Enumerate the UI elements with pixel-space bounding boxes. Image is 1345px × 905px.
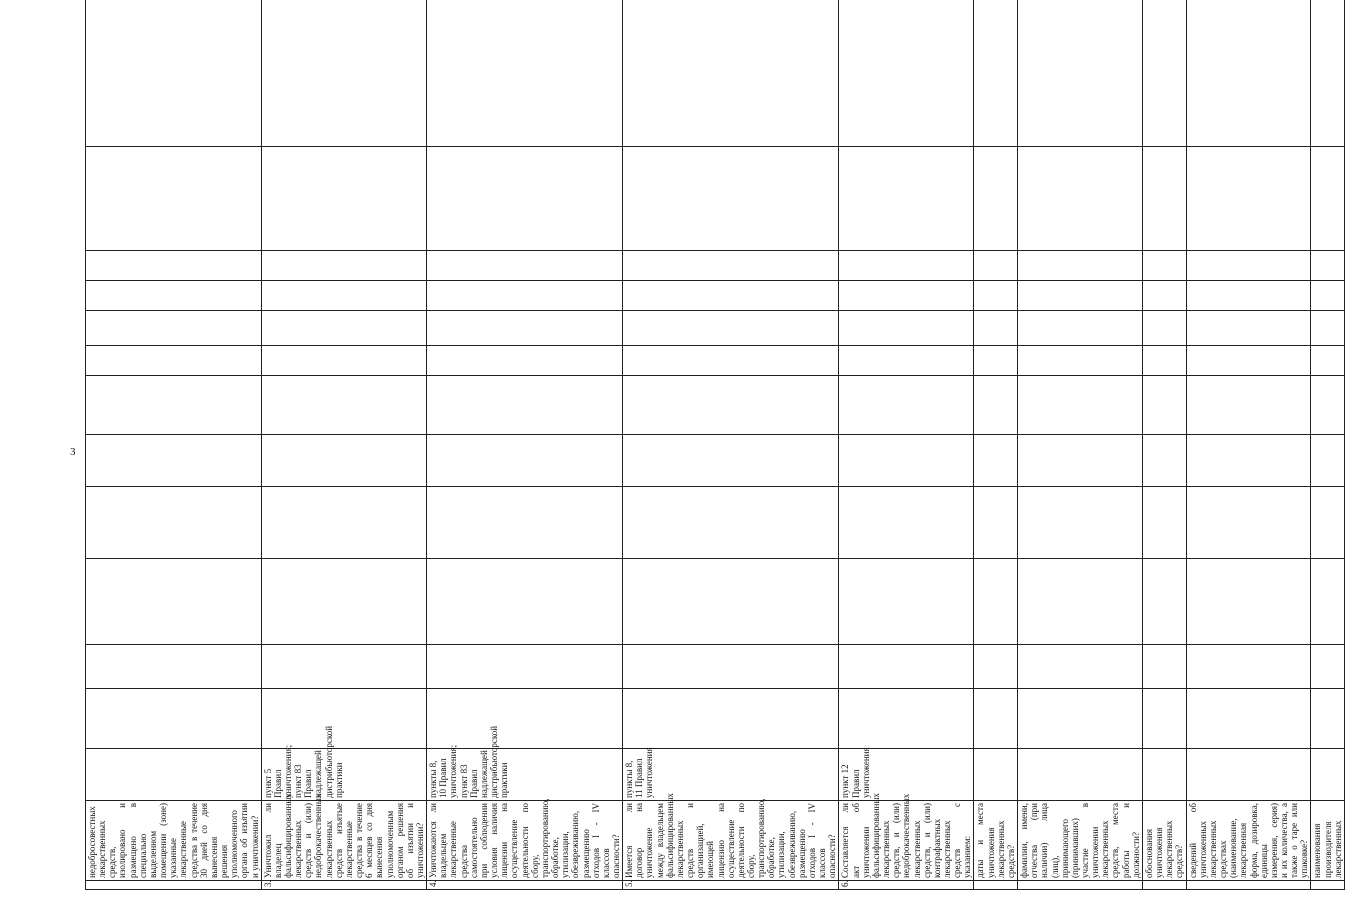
- row-reference: пункт 5 Правил уничтожения; пункт 83 Правил надлежащей дистрибьюторской практики: [261, 749, 427, 801]
- answer-cell: [1186, 645, 1311, 689]
- answer-cell: [1142, 147, 1186, 251]
- answer-cell: [839, 645, 974, 689]
- answer-cell: [974, 0, 1018, 147]
- answer-cell: [1311, 251, 1344, 281]
- answer-cell: [427, 0, 623, 147]
- answer-cell: [623, 487, 839, 559]
- answer-cell: [1018, 251, 1143, 281]
- row-number: [974, 881, 1018, 890]
- answer-cell: [623, 251, 839, 281]
- answer-cell: [427, 251, 623, 281]
- answer-cell: [86, 0, 262, 147]
- answer-cell: [261, 559, 427, 645]
- table-row: [427, 0, 623, 890]
- answer-cell: [974, 281, 1018, 311]
- answer-cell: [1186, 147, 1311, 251]
- answer-cell: [1311, 346, 1344, 376]
- answer-cell: [974, 147, 1018, 251]
- answer-cell: [1311, 689, 1344, 749]
- answer-cell: [1142, 346, 1186, 376]
- row-question: фамилии, имени, отчества (при наличии) лица (лиц), принимающего (принимавших) участие в уничтожении лекарственных средств, места работы и должности?: [1018, 801, 1143, 881]
- table-row: [1186, 0, 1311, 890]
- row-number: 6.: [839, 881, 974, 890]
- row-number: 3.: [261, 881, 427, 890]
- table-row: [86, 0, 262, 890]
- answer-cell: [839, 251, 974, 281]
- answer-cell: [86, 147, 262, 251]
- row-reference: пункты 8, 10 Правил уничтожения; пункт 83 Правил надлежащей дистрибьюторской практики: [427, 749, 623, 801]
- answer-cell: [1018, 645, 1143, 689]
- answer-cell: [427, 346, 623, 376]
- answer-cell: [86, 346, 262, 376]
- answer-cell: [261, 689, 427, 749]
- answer-cell: [623, 0, 839, 147]
- answer-cell: [1142, 311, 1186, 346]
- answer-cell: [261, 0, 427, 147]
- answer-cell: [1018, 689, 1143, 749]
- row-reference: [974, 749, 1018, 801]
- answer-cell: [974, 251, 1018, 281]
- answer-cell: [1186, 487, 1311, 559]
- table-row: [839, 0, 974, 890]
- answer-cell: [1186, 376, 1311, 435]
- answer-cell: [974, 689, 1018, 749]
- checklist-table: [85, 0, 1345, 890]
- answer-cell: [974, 311, 1018, 346]
- row-number: [1018, 881, 1143, 890]
- row-reference: пункт 12 Правил уничтожения: [839, 749, 974, 801]
- answer-cell: [1311, 0, 1344, 147]
- row-reference: [1018, 749, 1143, 801]
- answer-cell: [1018, 311, 1143, 346]
- row-question: недобросовестных лекарственных средств, изолировано и размещено в специально выделенном помещении (зоне) указанные лекарственные средства в течение 30 дней со дня вынесения решения уполномоченного органа об изъятии и уничтожении?: [86, 801, 262, 881]
- answer-cell: [1311, 435, 1344, 487]
- answer-cell: [261, 487, 427, 559]
- answer-cell: [839, 559, 974, 645]
- answer-cell: [1311, 281, 1344, 311]
- answer-cell: [261, 311, 427, 346]
- answer-cell: [839, 346, 974, 376]
- answer-cell: [427, 147, 623, 251]
- answer-cell: [623, 435, 839, 487]
- answer-cell: [1018, 487, 1143, 559]
- answer-cell: [1142, 435, 1186, 487]
- answer-cell: [974, 346, 1018, 376]
- answer-cell: [1186, 689, 1311, 749]
- answer-cell: [974, 487, 1018, 559]
- answer-cell: [623, 645, 839, 689]
- answer-cell: [1018, 346, 1143, 376]
- table-row: [1018, 0, 1143, 890]
- answer-cell: [427, 311, 623, 346]
- answer-cell: [1142, 487, 1186, 559]
- answer-cell: [839, 147, 974, 251]
- answer-cell: [623, 311, 839, 346]
- answer-cell: [839, 376, 974, 435]
- answer-cell: [1018, 147, 1143, 251]
- table-row: [261, 0, 427, 890]
- answer-cell: [839, 435, 974, 487]
- page-number: 3: [70, 446, 76, 458]
- answer-cell: [1142, 251, 1186, 281]
- row-question: Уничтожаются ли владельцем лекарственные средства самостоятельно при соблюдении условия наличия лицензии на осуществление деятельности по сбору, транспортированию, обработке, утилизации, обезвреживанию, размещению отходов I - IV классов опасности?: [427, 801, 623, 881]
- row-question: Имеется ли договор на уничтожение между владельцем фальсифицированных лекарственных средств и организацией, имеющей лицензию на осуществление деятельности по сбору, транспортированию, обработке, утилизации, обезвреживанию, размещению отходов I - IV классов опасности?: [623, 801, 839, 881]
- answer-cell: [427, 435, 623, 487]
- answer-cell: [86, 435, 262, 487]
- answer-cell: [427, 645, 623, 689]
- answer-cell: [1142, 689, 1186, 749]
- answer-cell: [1311, 311, 1344, 346]
- table-row: [623, 0, 839, 890]
- answer-cell: [623, 346, 839, 376]
- answer-cell: [86, 645, 262, 689]
- answer-cell: [974, 435, 1018, 487]
- answer-cell: [1018, 281, 1143, 311]
- table-row: [974, 0, 1018, 890]
- answer-cell: [427, 559, 623, 645]
- answer-cell: [1142, 0, 1186, 147]
- answer-cell: [1142, 645, 1186, 689]
- row-number: [1311, 881, 1344, 890]
- row-reference: [1142, 749, 1186, 801]
- answer-cell: [1186, 311, 1311, 346]
- row-question: даты и места уничтожения лекарственных средств?: [974, 801, 1018, 881]
- answer-cell: [427, 689, 623, 749]
- answer-cell: [623, 559, 839, 645]
- answer-cell: [261, 645, 427, 689]
- answer-cell: [839, 487, 974, 559]
- answer-cell: [974, 376, 1018, 435]
- rotated-checklist: [85, 10, 1343, 890]
- answer-cell: [1018, 376, 1143, 435]
- answer-cell: [1142, 559, 1186, 645]
- answer-cell: [623, 147, 839, 251]
- answer-cell: [261, 147, 427, 251]
- row-number: 5.: [623, 881, 839, 890]
- row-reference: пункты 8, 11 Правил уничтожения: [623, 749, 839, 801]
- answer-cell: [1311, 376, 1344, 435]
- answer-cell: [427, 376, 623, 435]
- answer-cell: [1186, 435, 1311, 487]
- answer-cell: [86, 689, 262, 749]
- answer-cell: [261, 376, 427, 435]
- answer-cell: [1186, 346, 1311, 376]
- answer-cell: [623, 376, 839, 435]
- row-number: [1186, 881, 1311, 890]
- answer-cell: [1142, 376, 1186, 435]
- answer-cell: [1311, 559, 1344, 645]
- answer-cell: [839, 311, 974, 346]
- row-question: Составляется ли акт об уничтожении фальсифицированных лекарственных средств, и (или) недоброкачественных лекарственных средств, и (или) контрафактных лекарственных средств с указанием:: [839, 801, 974, 881]
- answer-cell: [974, 645, 1018, 689]
- answer-cell: [974, 559, 1018, 645]
- row-question: наименования производителя лекарственных: [1311, 801, 1344, 881]
- answer-cell: [261, 435, 427, 487]
- row-reference: [86, 749, 262, 801]
- answer-cell: [261, 251, 427, 281]
- row-reference: [1311, 749, 1344, 801]
- row-number: [86, 881, 262, 890]
- answer-cell: [86, 376, 262, 435]
- answer-cell: [839, 0, 974, 147]
- answer-cell: [86, 559, 262, 645]
- answer-cell: [1142, 281, 1186, 311]
- answer-cell: [1311, 147, 1344, 251]
- row-question: сведений об уничтоженных лекарственных средствах (наименование, лекарственная форма, дозировка, единицы измерения, серия) и их количества, а также о таре или упаковке?: [1186, 801, 1311, 881]
- answer-cell: [839, 689, 974, 749]
- answer-cell: [427, 487, 623, 559]
- answer-cell: [623, 689, 839, 749]
- row-number: [1142, 881, 1186, 890]
- answer-cell: [839, 281, 974, 311]
- answer-cell: [1018, 559, 1143, 645]
- answer-cell: [261, 281, 427, 311]
- answer-cell: [261, 346, 427, 376]
- row-question: обоснования уничтожения лекарственных средств?: [1142, 801, 1186, 881]
- answer-cell: [623, 281, 839, 311]
- answer-cell: [86, 281, 262, 311]
- answer-cell: [86, 251, 262, 281]
- answer-cell: [1186, 281, 1311, 311]
- answer-cell: [1186, 251, 1311, 281]
- answer-cell: [86, 311, 262, 346]
- row-number: 4.: [427, 881, 623, 890]
- answer-cell: [1311, 487, 1344, 559]
- answer-cell: [1018, 435, 1143, 487]
- answer-cell: [1311, 645, 1344, 689]
- answer-cell: [1018, 0, 1143, 147]
- table-row: [1142, 0, 1186, 890]
- row-reference: [1186, 749, 1311, 801]
- answer-cell: [1186, 0, 1311, 147]
- row-question: Уничтожил ли владелец фальсифицированных лекарственных средств и (или) недоброкачественных лекарственных средств изъятые лекарственные средства в течение 6 месяцев со дня вынесения уполномоченным органом решения об изъятии и уничтожении?: [261, 801, 427, 881]
- table-row: [1311, 0, 1344, 890]
- answer-cell: [86, 487, 262, 559]
- answer-cell: [1186, 559, 1311, 645]
- answer-cell: [427, 281, 623, 311]
